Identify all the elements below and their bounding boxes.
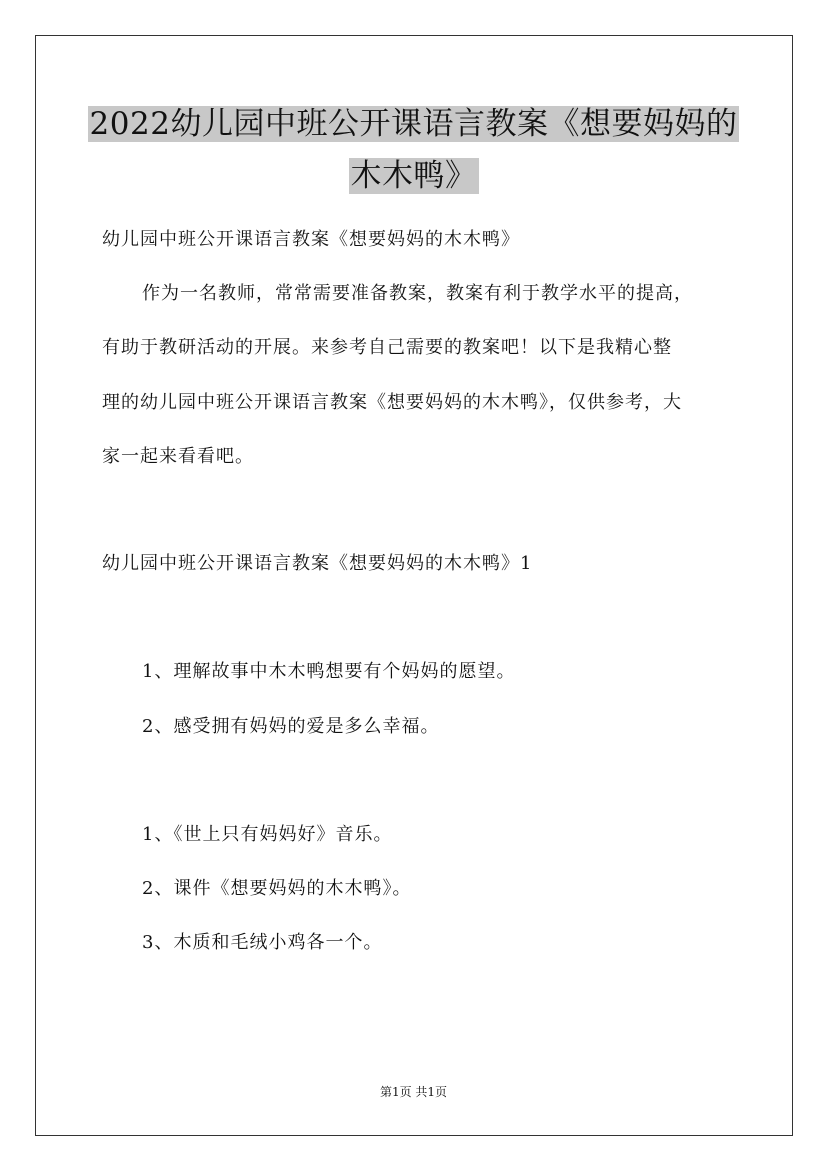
intro-line: 作为一名教师，常常需要准备教案，教案有利于教学水平的提高， xyxy=(142,283,693,304)
subtitle: 幼儿园中班公开课语言教案《想要妈妈的木木鸭》 xyxy=(102,229,520,250)
intro-line: 家一起来看看吧。 xyxy=(102,446,254,467)
goal-item: 1、理解故事中木木鸭想要有个妈妈的愿望。 xyxy=(142,661,516,682)
intro-line: 理的幼儿园中班公开课语言教案《想要妈妈的木木鸭》，仅供参考，大 xyxy=(102,392,682,413)
section-heading: 幼儿园中班公开课语言教案《想要妈妈的木木鸭》1 xyxy=(102,553,533,574)
document-title xyxy=(0,98,827,202)
goal-item: 2、感受拥有妈妈的爱是多么幸福。 xyxy=(142,716,440,737)
material-item: 1、《世上只有妈妈好》音乐。 xyxy=(142,824,393,845)
material-item: 2、课件《想要妈妈的木木鸭》。 xyxy=(142,878,412,899)
material-item: 3、木质和毛绒小鸡各一个。 xyxy=(142,932,383,953)
intro-line: 有助于教研活动的开展。来参考自己需要的教案吧！以下是我精心整 xyxy=(102,337,672,358)
page-footer: 第1页 共1页 xyxy=(379,1085,448,1099)
title-line-2: 木木鸭》 xyxy=(350,158,477,194)
title-line-1: 2022幼儿园中班公开课语言教案《想要妈妈的 xyxy=(89,106,738,142)
